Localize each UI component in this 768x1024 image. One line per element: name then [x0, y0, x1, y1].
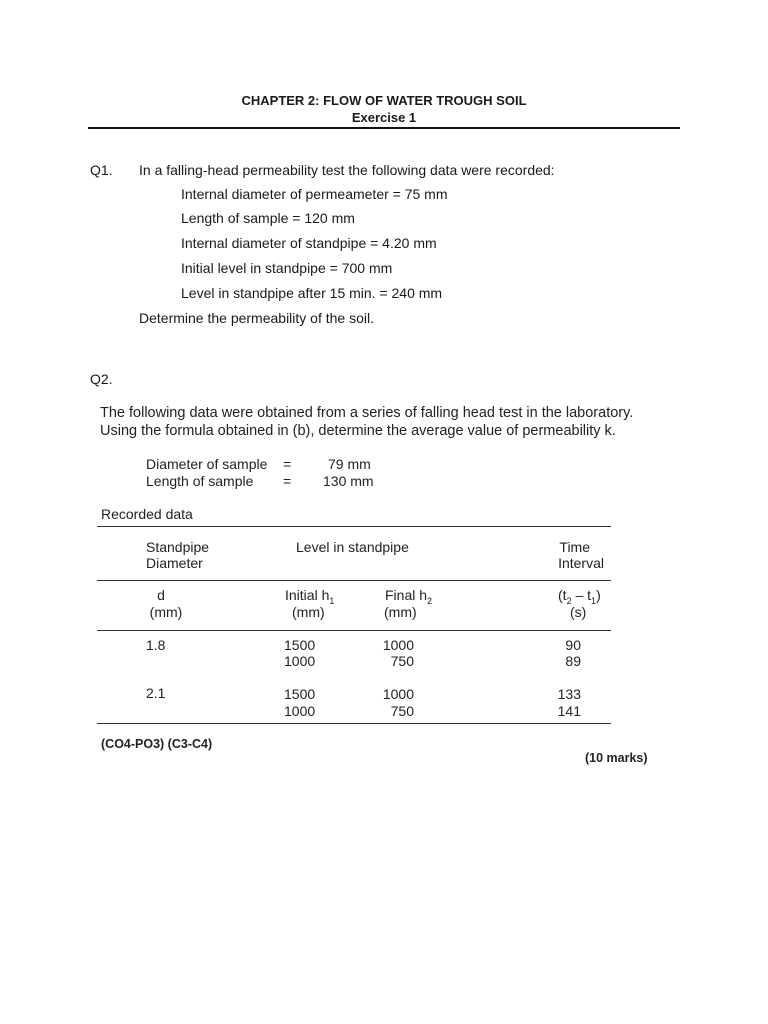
param-eq: =: [283, 456, 292, 472]
col-header-level: Level in standpipe: [296, 539, 409, 555]
q2-line-1: The following data were obtained from a series of falling head test in the laboratory.: [100, 405, 634, 421]
unit-time-sub1: 1: [591, 595, 597, 606]
unit-final-sub: 2: [427, 595, 433, 606]
cell-final: 1000: [382, 686, 414, 702]
unit-d-mm: (mm): [149, 604, 183, 620]
cell-final: 1000: [382, 637, 414, 653]
unit-time-mid: – t: [571, 587, 592, 603]
q1-item: Length of sample = 120 mm: [181, 210, 355, 226]
exercise-title: Exercise 1: [351, 110, 417, 125]
marks-label: (10 marks): [585, 751, 648, 765]
unit-final-text: Final h: [385, 587, 428, 603]
unit-d: d: [157, 587, 165, 603]
q1-item: Internal diameter of permeameter = 75 mm: [181, 186, 448, 202]
q1-intro: In a falling-head permeability test the following data were recorded:: [139, 162, 555, 178]
q1-question: Determine the permeability of the soil.: [139, 310, 374, 326]
unit-initial-mm: (mm): [292, 604, 325, 620]
cell-initial: 1000: [284, 703, 316, 719]
cell-time: 133: [557, 686, 581, 702]
cell-time: 90: [565, 637, 581, 653]
col-header-standpipe: Standpipe: [146, 539, 210, 555]
cell-initial: 1000: [284, 653, 316, 669]
recorded-data-label: Recorded data: [101, 506, 193, 522]
cell-final: 750: [390, 653, 414, 669]
course-outcome-codes: (CO4-PO3) (C3-C4): [101, 737, 213, 751]
cell-diameter: 2.1: [146, 685, 166, 701]
unit-final-mm: (mm): [384, 604, 417, 620]
cell-initial: 1500: [284, 637, 316, 653]
unit-time-s: (s): [570, 604, 587, 620]
unit-time-sub2: 2: [566, 595, 572, 606]
unit-initial-text: Initial h: [285, 587, 330, 603]
cell-diameter: 1.8: [146, 637, 166, 653]
table-bottom-rule: [97, 723, 611, 724]
unit-initial-sub: 1: [329, 595, 335, 606]
q1-item: Level in standpipe after 15 min. = 240 mm: [181, 285, 443, 301]
unit-time-open: (t: [558, 587, 567, 603]
unit-time-close: ): [596, 587, 601, 603]
cell-final: 750: [390, 703, 414, 719]
cell-time: 141: [557, 703, 581, 719]
unit-time: [558, 587, 601, 606]
unit-final: [385, 587, 432, 606]
param-label: Length of sample: [146, 473, 254, 489]
q1-item: Initial level in standpipe = 700 mm: [181, 260, 393, 276]
param-label: Diameter of sample: [146, 456, 268, 472]
header-divider: [88, 127, 680, 129]
table-header-bottom-rule: [97, 630, 611, 631]
param-value: 130 mm: [323, 473, 374, 489]
table-top-rule: [97, 526, 611, 527]
col-header-diameter: Diameter: [146, 555, 203, 571]
q2-number: Q2.: [90, 371, 113, 387]
chapter-title: CHAPTER 2: FLOW OF WATER TROUGH SOIL: [241, 93, 527, 108]
param-eq: =: [283, 473, 292, 489]
col-header-time: Time: [559, 539, 590, 555]
q2-line-2: Using the formula obtained in (b), determine the average value of permeability k.: [100, 423, 616, 439]
cell-initial: 1500: [284, 686, 316, 702]
col-header-interval: Interval: [558, 555, 604, 571]
cell-time: 89: [565, 653, 581, 669]
unit-initial: [285, 587, 334, 606]
q1-number: Q1.: [90, 162, 113, 178]
q1-item: Internal diameter of standpipe = 4.20 mm: [181, 235, 437, 251]
table-mid-rule: [97, 580, 611, 581]
param-value: 79 mm: [328, 456, 371, 472]
